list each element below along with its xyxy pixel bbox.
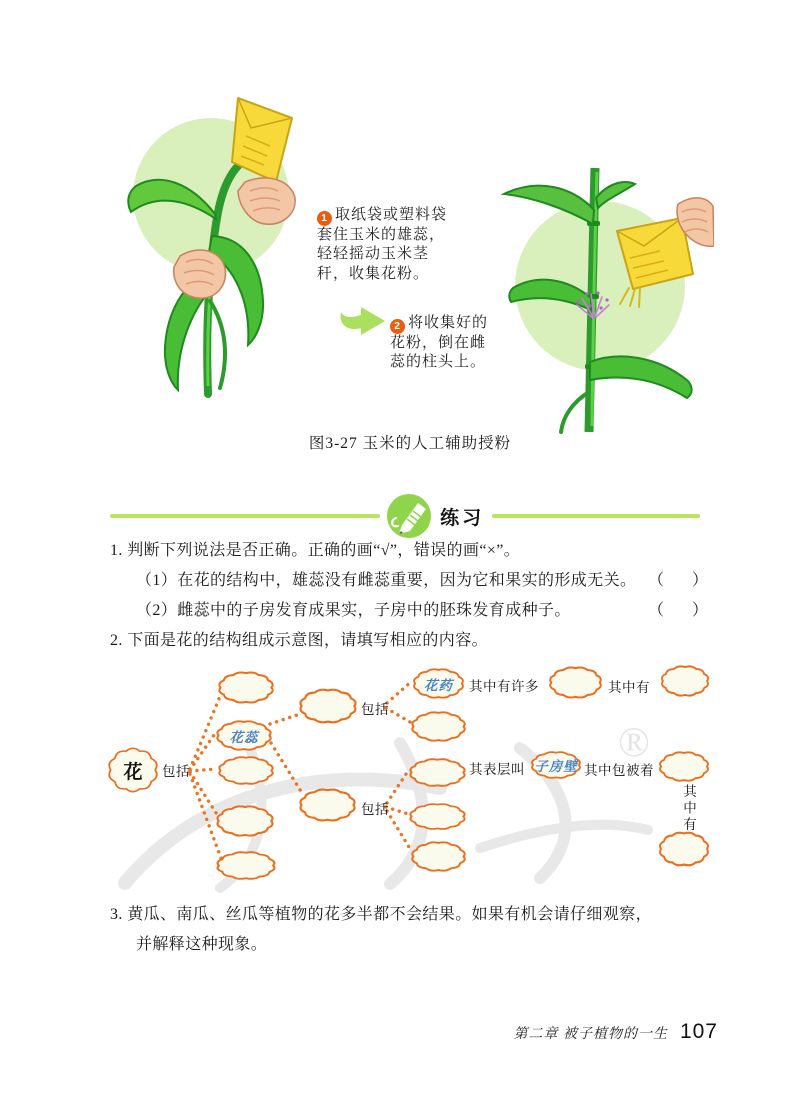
question-1-item-2 <box>110 596 714 626</box>
pencil-icon <box>386 493 432 539</box>
blank-node <box>214 850 278 881</box>
item-text: （1）在花的结构中，雄蕊没有雌蕊重要，因为它和果实的形成无关。 <box>136 572 637 589</box>
huayao-label: 花药 <box>424 677 453 693</box>
page-footer <box>513 1020 718 1044</box>
registered-mark: ® <box>618 720 650 766</box>
blank-node <box>659 664 711 698</box>
question-3 <box>110 900 722 960</box>
chapter-title: 第二章 被子植物的一生 <box>513 1027 668 1042</box>
connector-qizhong-top: 其中有 <box>608 680 650 695</box>
question-3-line: 并解释这种现象。 <box>136 936 268 953</box>
zifangbi-node <box>529 750 583 780</box>
question-1-stem: 1. 判断下列说法是否正确。正确的画“√”，错误的画“×”。 <box>110 542 521 559</box>
connector-baobei: 其中包被着 <box>584 763 654 778</box>
exercise-title: 练习 <box>440 507 485 529</box>
connector-qizhong-right: 其中有 <box>681 784 696 834</box>
connector-qibiaoceng: 其表层叫 <box>469 762 525 777</box>
item-text: （2）雌蕊中的子房发育成果实，子房中的胚珠发育成种子。 <box>136 602 571 619</box>
blank-node <box>657 830 711 868</box>
step-arrow-icon <box>336 305 388 339</box>
step-2-line: 将收集好的 <box>408 315 489 331</box>
step-1-line: 轻轻摇动玉米茎 <box>317 246 430 262</box>
connector-baokuo-2: 包括 <box>361 702 389 717</box>
header-line-right <box>492 514 700 518</box>
step-1-line: 套住玉米的雄蕊， <box>317 226 446 243</box>
blank-node <box>409 840 468 873</box>
step-2-line: 蕊的柱头上。 <box>390 354 487 370</box>
answer-blank: （ ） <box>647 602 714 619</box>
header-line-left <box>110 514 380 518</box>
step-1-line: 秆，收集花粉。 <box>317 265 430 282</box>
blank-node <box>657 750 711 783</box>
blank-node <box>216 670 276 705</box>
question-1-item-1 <box>110 566 714 596</box>
blank-node <box>297 787 358 823</box>
blank-node <box>407 802 468 831</box>
huarui-label: 花蕊 <box>229 729 259 745</box>
question-3-line: 3. 黄瓜、南瓜、丝瓜等植物的花多半都不会结果。如果有机会请仔细观察， <box>110 906 653 923</box>
huayao-node <box>411 667 466 700</box>
step-1-badge: 1 <box>317 211 332 226</box>
blank-node <box>407 757 468 788</box>
blank-node <box>216 755 276 786</box>
flower-root-node <box>104 744 162 796</box>
step-1-instruction <box>317 206 447 284</box>
corn-silk-pollination-illustration <box>492 166 714 434</box>
step-2-instruction <box>390 314 488 373</box>
connector-baokuo-3: 包括 <box>361 802 389 817</box>
figure-caption: 图3-27 玉米的人工辅助授粉 <box>308 435 512 452</box>
flower-structure-diagram <box>100 656 720 900</box>
connector-qizhong-xuduo: 其中有许多 <box>469 679 539 694</box>
connector-baokuo-1: 包括 <box>162 764 190 779</box>
flower-root-label: 花 <box>123 761 143 783</box>
blank-node <box>547 665 604 700</box>
exercise-header <box>110 492 700 540</box>
answer-blank: （ ） <box>647 572 714 589</box>
zifangbi-label: 子房壁 <box>534 759 578 774</box>
question-2-stem: 2. 下面是花的结构组成示意图，请填写相应的内容。 <box>110 632 489 649</box>
blank-node <box>297 687 359 725</box>
step-2-badge: 2 <box>390 319 405 334</box>
blank-node <box>214 804 276 838</box>
page-number: 107 <box>679 1020 718 1043</box>
step-1-line: 取纸袋或塑料袋 <box>335 207 448 223</box>
corn-tassel-bagging-illustration <box>120 86 308 398</box>
blank-node <box>409 710 468 743</box>
question-list <box>110 536 714 656</box>
huarui-node <box>214 719 274 752</box>
step-2-line: 花粉，倒在雌 <box>390 334 487 351</box>
